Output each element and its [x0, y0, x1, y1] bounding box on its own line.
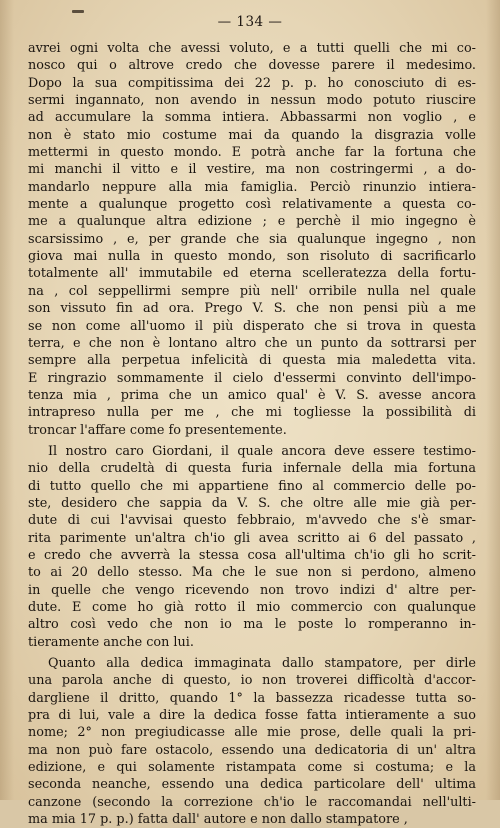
text-line: in quelle che vengo ricevendo non trovo indizi d' altre per- — [28, 582, 476, 598]
text-line: se non come all'uomo il più disperato che si trova in questa — [28, 318, 476, 334]
text-line: una parola anche di questo, io non troverei difficoltà d'accor- — [28, 673, 476, 689]
text-line: edizione, e qui solamente ristampata come si costuma; e la — [28, 760, 476, 776]
text-line: ma non può fare ostacolo, essendo una dedicatoria di un' altra — [28, 742, 476, 758]
text-line: mi manchi il vitto e il vestire, ma non costringermi , a do- — [28, 162, 476, 178]
text-line: nome; 2° non pregiudicasse alle mie prose, delle quali la pri- — [28, 725, 476, 741]
text-line: seconda neanche, essendo una dedica particolare dell' ultima — [28, 777, 476, 793]
page-number: — 134 — — [217, 14, 283, 30]
text-line: e credo che avverrà la stessa cosa all'ultima ch'io gli ho scrit- — [28, 547, 476, 563]
text-line: Quanto alla dedica immaginata dallo stampatore, per dirle — [48, 656, 476, 672]
page-edge-shadow-right — [486, 0, 500, 800]
letter-body — [28, 40, 476, 828]
text-line: mettermi in questo mondo. E potrà anche far la fortuna che — [28, 145, 476, 161]
text-line: totalmente all' immutabile ed eterna scelleratezza della fortu- — [28, 266, 476, 282]
page-edge-shadow-left — [0, 0, 14, 800]
text-line: pra di lui, vale a dire la dedica fosse fatta intieramente a suo — [28, 708, 476, 724]
text-line: ad accumulare la somma intiera. Abbassarmi non voglio , e — [28, 110, 476, 126]
text-line: intrapreso nulla per me , che mi togliesse la possibilità di — [28, 405, 476, 421]
text-line: nosco qui o altrove credo che dovesse parere il medesimo. — [28, 58, 476, 74]
text-line: terra, e che non è lontano altro che un punto da sottrarsi per — [28, 335, 476, 351]
text-line: son vissuto fin ad ora. Prego V. S. che non pensi più a me — [28, 301, 476, 317]
text-line: sermi ingannato, non avendo in nessun modo potuto riuscire — [28, 93, 476, 109]
ink-mark — [72, 10, 84, 13]
text-line: Dopo la sua compitissima dei 22 p. p. ho conosciuto di es- — [28, 75, 476, 91]
text-line: troncar l'affare come fo presentemente. — [28, 422, 287, 438]
text-line: Il nostro caro Giordani, il quale ancora deve essere testimo- — [48, 443, 476, 459]
text-line: non è stato mio costume mai da quando la disgrazia volle — [28, 127, 476, 143]
text-line: avrei ogni volta che avessi voluto, e a tutti quelli che mi co- — [28, 41, 476, 56]
text-line: sempre alla perpetua infelicità di questa mia maledetta vita. — [28, 353, 476, 369]
text-line: nio della crudeltà di questa furia infernale della mia fortuna — [28, 461, 476, 477]
text-line: scarsissimo , e, per grande che sia qualunque ingegno , non — [28, 231, 476, 247]
text-line: di tutto quello che mi appartiene fino al commercio delle po- — [28, 478, 476, 494]
text-line: mente a qualunque progetto così relativamente a questa co- — [28, 197, 476, 213]
text-line: rita parimente un'altra ch'io gli avea scritto ai 6 del passato , — [28, 530, 476, 546]
text-line: ste, desidero che sappia da V. S. che oltre alle mie già per- — [28, 495, 476, 511]
text-line: E ringrazio sommamente il cielo d'essermi convinto dell'impo- — [28, 370, 476, 386]
text-line: dute. E come ho già rotto il mio commercio con qualunque — [28, 600, 476, 615]
text-line: altro così vedo che non io ma le poste lo romperanno in- — [28, 617, 476, 633]
text-line: giova mai nulla in questo mondo, son risoluto di sacrificarlo — [28, 249, 476, 265]
text-line: me a qualunque altra edizione ; e perchè il mio ingegno è — [28, 214, 476, 230]
text-line: tieramente anche con lui. — [28, 634, 194, 650]
text-line: canzone (secondo la correzione ch'io le raccomandai nell'ulti- — [28, 794, 476, 810]
text-line: ma mia 17 p. p.) fatta dall' autore e non dallo stampatore , — [28, 812, 408, 828]
text-line: tenza mia , prima che un amico qual' è V. S. avesse ancora — [28, 387, 476, 403]
text-line: dute di cui l'avvisai questo febbraio, m'avvedo che s'è smar- — [28, 513, 476, 529]
text-line: to ai 20 dello stesso. Ma che le sue non si perdono, almeno — [28, 565, 476, 581]
text-line: na , col seppellirmi sempre più nell' orribile nulla nel quale — [28, 283, 476, 299]
text-line: mandarlo neppure alla mia famiglia. Perciò rinunzio intiera- — [28, 179, 476, 195]
text-line: dargliene il dritto, quando 1° la bassezza ricadesse tutta so- — [28, 690, 476, 706]
